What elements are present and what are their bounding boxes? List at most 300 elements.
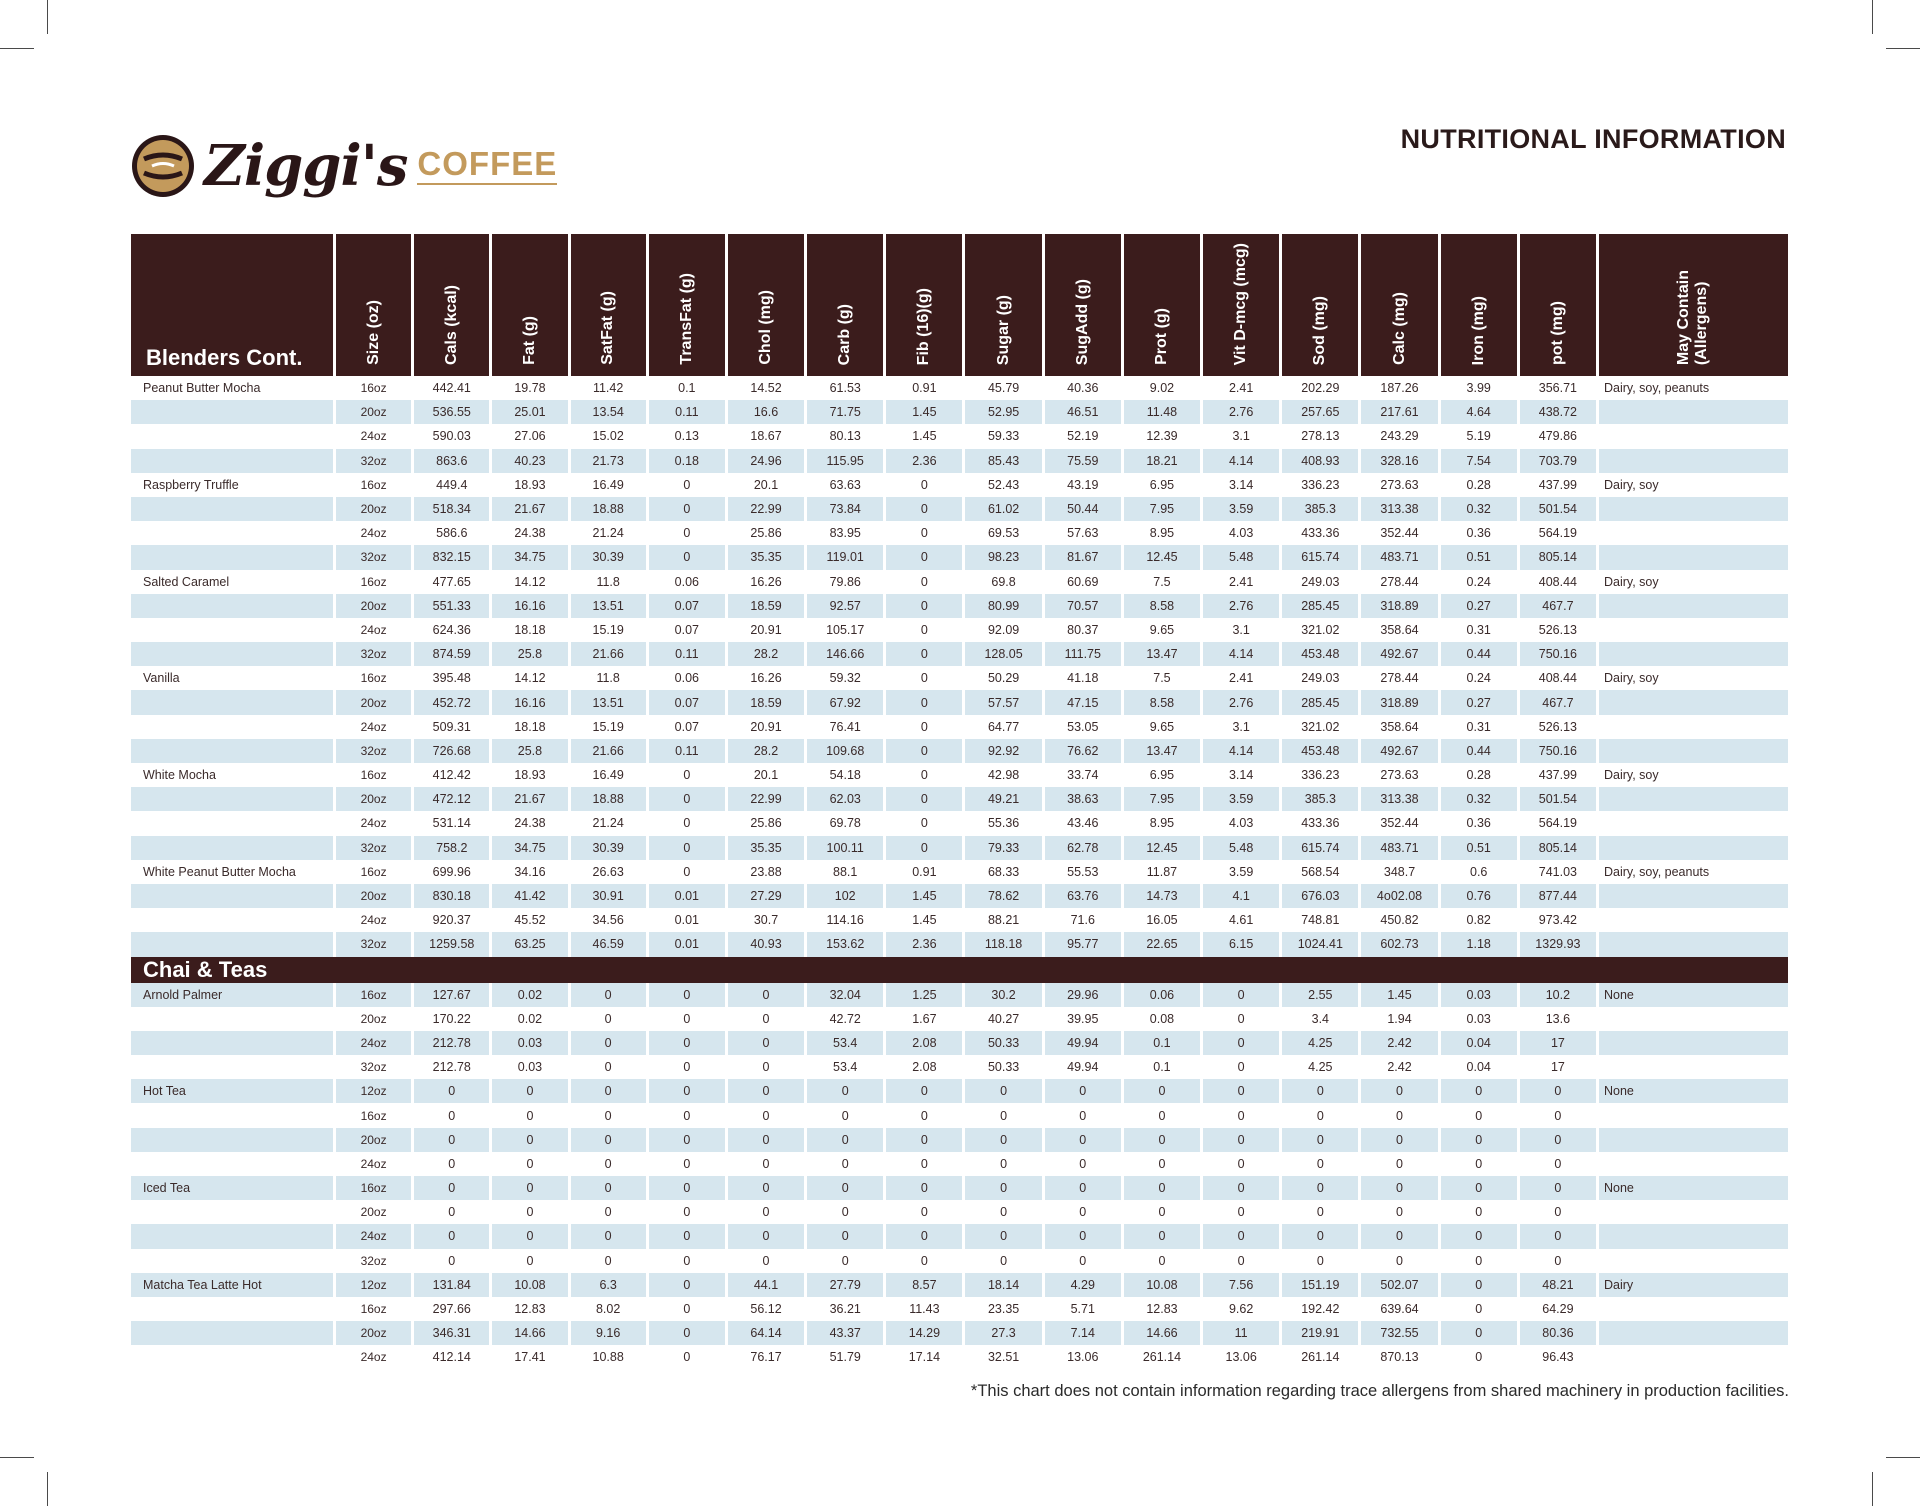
size-cell: 32oz — [334, 1249, 412, 1273]
value-cell: 0 — [1439, 1176, 1518, 1200]
value-cell: 7.95 — [1122, 497, 1201, 521]
value-cell: 42.72 — [806, 1007, 885, 1031]
allergen-cell — [1597, 400, 1788, 424]
allergen-cell: Dairy, soy, peanuts — [1597, 860, 1788, 884]
value-cell: 257.65 — [1281, 400, 1360, 424]
allergen-cell — [1597, 521, 1788, 545]
value-cell: 102 — [806, 884, 885, 908]
section-title: Chai & Teas — [131, 957, 1788, 983]
value-cell: 8.02 — [569, 1297, 647, 1321]
size-cell: 32oz — [334, 545, 412, 569]
value-cell: 15.19 — [569, 715, 647, 739]
value-cell: 25.86 — [726, 521, 805, 545]
value-cell: 1.67 — [885, 1007, 964, 1031]
value-cell: 28.2 — [726, 739, 805, 763]
value-cell: 0 — [1043, 1249, 1122, 1273]
item-name-cell — [131, 1152, 334, 1176]
value-cell: 0.36 — [1439, 521, 1518, 545]
value-cell: 21.66 — [569, 739, 647, 763]
value-cell: 55.36 — [964, 811, 1043, 835]
size-cell: 16oz — [334, 1176, 412, 1200]
value-cell: 321.02 — [1281, 618, 1360, 642]
value-cell: 17 — [1518, 1031, 1597, 1055]
value-cell: 7.56 — [1202, 1273, 1281, 1297]
value-cell: 863.6 — [413, 449, 491, 473]
column-header — [413, 234, 491, 376]
value-cell: 285.45 — [1281, 690, 1360, 714]
item-name-cell — [131, 884, 334, 908]
value-cell: 16.16 — [491, 690, 569, 714]
value-cell: 356.71 — [1518, 376, 1597, 400]
column-header — [647, 234, 726, 376]
allergen-cell — [1597, 642, 1788, 666]
allergen-cell — [1597, 690, 1788, 714]
value-cell: 0 — [569, 1176, 647, 1200]
column-header-label: pot (mg) — [1548, 301, 1566, 365]
value-cell: 4.14 — [1202, 449, 1281, 473]
allergen-cell — [1597, 1031, 1788, 1055]
value-cell: 21.24 — [569, 811, 647, 835]
value-cell: 212.78 — [413, 1031, 491, 1055]
value-cell: 0.18 — [647, 449, 726, 473]
value-cell: 0 — [647, 983, 726, 1007]
value-cell: 0 — [726, 1224, 805, 1248]
size-cell: 16oz — [334, 983, 412, 1007]
allergen-cell — [1597, 1103, 1788, 1127]
item-name-cell — [131, 836, 334, 860]
value-cell: 0 — [413, 1103, 491, 1127]
value-cell: 0 — [1518, 1152, 1597, 1176]
value-cell: 8.95 — [1122, 811, 1201, 835]
value-cell: 0 — [1043, 1103, 1122, 1127]
column-header-label: Sugar (g) — [994, 294, 1012, 365]
value-cell: 0 — [1122, 1200, 1201, 1224]
value-cell: 18.67 — [726, 424, 805, 448]
value-cell: 18.21 — [1122, 449, 1201, 473]
item-name-cell — [131, 1297, 334, 1321]
value-cell: 0 — [491, 1128, 569, 1152]
value-cell: 18.59 — [726, 690, 805, 714]
value-cell: 0 — [964, 1103, 1043, 1127]
column-header-label: May Contain (Allergens) — [1675, 269, 1711, 365]
value-cell: 17.41 — [491, 1345, 569, 1369]
table-row — [131, 594, 1788, 618]
table-row — [131, 666, 1788, 690]
value-cell: 7.5 — [1122, 666, 1201, 690]
value-cell: 45.79 — [964, 376, 1043, 400]
size-cell: 16oz — [334, 1297, 412, 1321]
value-cell: 313.38 — [1360, 787, 1439, 811]
value-cell: 6.15 — [1202, 932, 1281, 956]
value-cell: 0 — [1518, 1079, 1597, 1103]
value-cell: 0 — [1122, 1103, 1201, 1127]
table-row — [131, 1007, 1788, 1031]
value-cell: 328.16 — [1360, 449, 1439, 473]
value-cell: 0 — [1202, 983, 1281, 1007]
value-cell: 11.42 — [569, 376, 647, 400]
value-cell: 10.08 — [491, 1273, 569, 1297]
table-row — [131, 424, 1788, 448]
value-cell: 34.16 — [491, 860, 569, 884]
value-cell: 50.33 — [964, 1055, 1043, 1079]
value-cell: 42.98 — [964, 763, 1043, 787]
column-header — [334, 234, 412, 376]
allergen-cell — [1597, 715, 1788, 739]
value-cell: 408.44 — [1518, 570, 1597, 594]
value-cell: 0 — [885, 642, 964, 666]
value-cell: 52.19 — [1043, 424, 1122, 448]
value-cell: 63.63 — [806, 473, 885, 497]
crop-mark — [0, 1457, 34, 1458]
value-cell: 18.88 — [569, 497, 647, 521]
column-header — [964, 234, 1043, 376]
value-cell: 3.59 — [1202, 787, 1281, 811]
value-cell: 16.05 — [1122, 908, 1201, 932]
value-cell: 100.11 — [806, 836, 885, 860]
value-cell: 4.03 — [1202, 811, 1281, 835]
column-header-label: Chol (mg) — [757, 290, 775, 365]
value-cell: 21.67 — [491, 497, 569, 521]
allergen-cell — [1597, 1128, 1788, 1152]
item-name-cell — [131, 1055, 334, 1079]
value-cell: 748.81 — [1281, 908, 1360, 932]
value-cell: 0 — [885, 715, 964, 739]
value-cell: 13.54 — [569, 400, 647, 424]
value-cell: 118.18 — [964, 932, 1043, 956]
table-body — [131, 376, 1788, 1370]
value-cell: 0 — [569, 1152, 647, 1176]
value-cell: 10.08 — [1122, 1273, 1201, 1297]
value-cell: 5.19 — [1439, 424, 1518, 448]
table-row — [131, 521, 1788, 545]
value-cell: 0 — [491, 1249, 569, 1273]
value-cell: 0 — [726, 983, 805, 1007]
size-cell: 16oz — [334, 666, 412, 690]
column-header-label: Iron (mg) — [1469, 295, 1487, 365]
section-header-row — [131, 957, 1788, 983]
column-header-label: Carb (g) — [836, 303, 854, 365]
value-cell: 22.99 — [726, 497, 805, 521]
value-cell: 0.03 — [1439, 983, 1518, 1007]
value-cell: 0 — [1202, 1055, 1281, 1079]
value-cell: 33.74 — [1043, 763, 1122, 787]
value-cell: 40.27 — [964, 1007, 1043, 1031]
value-cell: 564.19 — [1518, 811, 1597, 835]
column-header — [1122, 234, 1201, 376]
value-cell: 4.64 — [1439, 400, 1518, 424]
table-row — [131, 1055, 1788, 1079]
value-cell: 0 — [1360, 1103, 1439, 1127]
table-row — [131, 1200, 1788, 1224]
value-cell: 30.91 — [569, 884, 647, 908]
value-cell: 0.03 — [491, 1055, 569, 1079]
value-cell: 2.42 — [1360, 1031, 1439, 1055]
value-cell: 0 — [647, 787, 726, 811]
column-header-label: SugAdd (g) — [1073, 278, 1091, 365]
item-name-cell — [131, 1345, 334, 1369]
value-cell: 13.51 — [569, 594, 647, 618]
value-cell: 0 — [1518, 1200, 1597, 1224]
value-cell: 0 — [726, 1031, 805, 1055]
column-header-label: Size (oz) — [364, 300, 382, 365]
allergen-cell: Dairy, soy — [1597, 473, 1788, 497]
table-row — [131, 1128, 1788, 1152]
value-cell: 832.15 — [413, 545, 491, 569]
value-cell: 8.58 — [1122, 690, 1201, 714]
item-name-cell — [131, 497, 334, 521]
value-cell: 0 — [806, 1249, 885, 1273]
value-cell: 28.2 — [726, 642, 805, 666]
size-cell: 20oz — [334, 1321, 412, 1345]
value-cell: 243.29 — [1360, 424, 1439, 448]
value-cell: 0 — [1122, 1176, 1201, 1200]
value-cell: 732.55 — [1360, 1321, 1439, 1345]
value-cell: 615.74 — [1281, 836, 1360, 860]
value-cell: 0 — [885, 618, 964, 642]
value-cell: 18.18 — [491, 618, 569, 642]
value-cell: 0.91 — [885, 860, 964, 884]
value-cell: 16.26 — [726, 666, 805, 690]
value-cell: 2.42 — [1360, 1055, 1439, 1079]
value-cell: 78.62 — [964, 884, 1043, 908]
allergen-cell — [1597, 545, 1788, 569]
column-header-label: SatFat (g) — [599, 291, 617, 365]
table-row — [131, 376, 1788, 400]
value-cell: 438.72 — [1518, 400, 1597, 424]
value-cell: 23.88 — [726, 860, 805, 884]
value-cell: 870.13 — [1360, 1345, 1439, 1369]
allergen-cell — [1597, 1200, 1788, 1224]
value-cell: 0 — [806, 1152, 885, 1176]
value-cell: 0 — [569, 1200, 647, 1224]
value-cell: 408.93 — [1281, 449, 1360, 473]
value-cell: 703.79 — [1518, 449, 1597, 473]
size-cell: 32oz — [334, 642, 412, 666]
value-cell: 62.78 — [1043, 836, 1122, 860]
value-cell: 536.55 — [413, 400, 491, 424]
value-cell: 0.11 — [647, 739, 726, 763]
value-cell: 96.43 — [1518, 1345, 1597, 1369]
value-cell: 20.91 — [726, 618, 805, 642]
value-cell: 47.15 — [1043, 690, 1122, 714]
table-row — [131, 497, 1788, 521]
value-cell: 70.57 — [1043, 594, 1122, 618]
value-cell: 0 — [885, 666, 964, 690]
value-cell: 71.6 — [1043, 908, 1122, 932]
value-cell: 11.8 — [569, 666, 647, 690]
value-cell: 3.99 — [1439, 376, 1518, 400]
value-cell: 0.03 — [1439, 1007, 1518, 1031]
value-cell: 32.04 — [806, 983, 885, 1007]
value-cell: 0 — [647, 811, 726, 835]
value-cell: 11.48 — [1122, 400, 1201, 424]
item-name-cell — [131, 932, 334, 956]
column-header — [1360, 234, 1439, 376]
value-cell: 2.41 — [1202, 570, 1281, 594]
item-name-cell — [131, 594, 334, 618]
value-cell: 18.93 — [491, 473, 569, 497]
value-cell: 0 — [1360, 1224, 1439, 1248]
value-cell: 15.19 — [569, 618, 647, 642]
table-row — [131, 642, 1788, 666]
value-cell: 0 — [413, 1128, 491, 1152]
item-name-cell — [131, 400, 334, 424]
value-cell: 23.35 — [964, 1297, 1043, 1321]
value-cell: 11.43 — [885, 1297, 964, 1321]
crop-mark — [0, 48, 34, 49]
value-cell: 64.14 — [726, 1321, 805, 1345]
crop-mark — [1872, 1472, 1873, 1506]
value-cell: 0 — [491, 1224, 569, 1248]
value-cell: 477.65 — [413, 570, 491, 594]
value-cell: 336.23 — [1281, 473, 1360, 497]
value-cell: 131.84 — [413, 1273, 491, 1297]
item-name-cell — [131, 1249, 334, 1273]
value-cell: 25.8 — [491, 739, 569, 763]
value-cell: 352.44 — [1360, 521, 1439, 545]
value-cell: 0 — [726, 1152, 805, 1176]
value-cell: 0 — [647, 1321, 726, 1345]
value-cell: 273.63 — [1360, 763, 1439, 787]
value-cell: 0 — [806, 1176, 885, 1200]
value-cell: 0 — [1122, 1224, 1201, 1248]
table-row — [131, 618, 1788, 642]
value-cell: 467.7 — [1518, 690, 1597, 714]
value-cell: 127.67 — [413, 983, 491, 1007]
item-name-cell — [131, 1031, 334, 1055]
value-cell: 14.52 — [726, 376, 805, 400]
value-cell: 437.99 — [1518, 763, 1597, 787]
value-cell: 16.49 — [569, 473, 647, 497]
value-cell: 3.1 — [1202, 715, 1281, 739]
table-row — [131, 860, 1788, 884]
column-header — [1202, 234, 1281, 376]
size-cell: 24oz — [334, 811, 412, 835]
value-cell: 76.17 — [726, 1345, 805, 1369]
allergen-cell: Dairy, soy — [1597, 570, 1788, 594]
value-cell: 4.14 — [1202, 739, 1281, 763]
value-cell: 1.45 — [885, 908, 964, 932]
value-cell: 119.01 — [806, 545, 885, 569]
value-cell: 0 — [1518, 1249, 1597, 1273]
value-cell: 20.1 — [726, 473, 805, 497]
value-cell: 0 — [569, 1249, 647, 1273]
value-cell: 4.25 — [1281, 1031, 1360, 1055]
value-cell: 0 — [806, 1079, 885, 1103]
value-cell: 0.6 — [1439, 860, 1518, 884]
value-cell: 467.7 — [1518, 594, 1597, 618]
value-cell: 973.42 — [1518, 908, 1597, 932]
value-cell: 0 — [569, 983, 647, 1007]
column-header — [569, 234, 647, 376]
value-cell: 13.06 — [1202, 1345, 1281, 1369]
footnote: *This chart does not contain information regarding trace allergens from shared machinery in production facilities. — [970, 1382, 1789, 1400]
value-cell: 0 — [885, 836, 964, 860]
value-cell: 219.91 — [1281, 1321, 1360, 1345]
value-cell: 0 — [1360, 1249, 1439, 1273]
value-cell: 92.09 — [964, 618, 1043, 642]
value-cell: 8.95 — [1122, 521, 1201, 545]
value-cell: 39.95 — [1043, 1007, 1122, 1031]
value-cell: 17 — [1518, 1055, 1597, 1079]
value-cell: 10.2 — [1518, 983, 1597, 1007]
value-cell: 83.95 — [806, 521, 885, 545]
value-cell: 22.99 — [726, 787, 805, 811]
value-cell: 0 — [1043, 1176, 1122, 1200]
value-cell: 0 — [885, 1128, 964, 1152]
value-cell: 492.67 — [1360, 739, 1439, 763]
value-cell: 8.58 — [1122, 594, 1201, 618]
value-cell: 30.39 — [569, 545, 647, 569]
value-cell: 4.29 — [1043, 1273, 1122, 1297]
value-cell: 1.45 — [1360, 983, 1439, 1007]
allergen-cell — [1597, 1152, 1788, 1176]
value-cell: 0.31 — [1439, 715, 1518, 739]
value-cell: 0 — [885, 811, 964, 835]
value-cell: 0.91 — [885, 376, 964, 400]
value-cell: 0.01 — [647, 932, 726, 956]
value-cell: 64.29 — [1518, 1297, 1597, 1321]
value-cell: 0.07 — [647, 594, 726, 618]
value-cell: 0.02 — [491, 983, 569, 1007]
value-cell: 29.96 — [1043, 983, 1122, 1007]
value-cell: 385.3 — [1281, 787, 1360, 811]
value-cell: 0 — [1122, 1152, 1201, 1176]
column-header — [1043, 234, 1122, 376]
value-cell: 0 — [1360, 1176, 1439, 1200]
value-cell: 3.4 — [1281, 1007, 1360, 1031]
value-cell: 313.38 — [1360, 497, 1439, 521]
value-cell: 20.91 — [726, 715, 805, 739]
value-cell: 5.71 — [1043, 1297, 1122, 1321]
value-cell: 2.76 — [1202, 400, 1281, 424]
value-cell: 0 — [1439, 1079, 1518, 1103]
value-cell: 0 — [647, 545, 726, 569]
value-cell: 501.54 — [1518, 497, 1597, 521]
table-row — [131, 1345, 1788, 1369]
value-cell: 27.3 — [964, 1321, 1043, 1345]
column-header-label: Prot (g) — [1152, 308, 1170, 365]
item-name-cell — [131, 1103, 334, 1127]
value-cell: 8.57 — [885, 1273, 964, 1297]
value-cell: 0 — [885, 473, 964, 497]
value-cell: 114.16 — [806, 908, 885, 932]
size-cell: 20oz — [334, 594, 412, 618]
allergen-cell — [1597, 1321, 1788, 1345]
value-cell: 278.44 — [1360, 666, 1439, 690]
value-cell: 0 — [885, 1200, 964, 1224]
value-cell: 0 — [647, 1103, 726, 1127]
value-cell: 0 — [1043, 1200, 1122, 1224]
size-cell: 20oz — [334, 787, 412, 811]
value-cell: 14.66 — [1122, 1321, 1201, 1345]
value-cell: 0 — [1122, 1128, 1201, 1152]
value-cell: 49.94 — [1043, 1031, 1122, 1055]
size-cell: 20oz — [334, 497, 412, 521]
column-header — [726, 234, 805, 376]
value-cell: 59.33 — [964, 424, 1043, 448]
value-cell: 34.75 — [491, 836, 569, 860]
value-cell: 0.44 — [1439, 642, 1518, 666]
value-cell: 11.8 — [569, 570, 647, 594]
value-cell: 16.49 — [569, 763, 647, 787]
value-cell: 6.95 — [1122, 763, 1201, 787]
allergen-cell: Dairy, soy — [1597, 763, 1788, 787]
value-cell: 0 — [413, 1152, 491, 1176]
value-cell: 11 — [1202, 1321, 1281, 1345]
size-cell: 16oz — [334, 473, 412, 497]
value-cell: 25.01 — [491, 400, 569, 424]
